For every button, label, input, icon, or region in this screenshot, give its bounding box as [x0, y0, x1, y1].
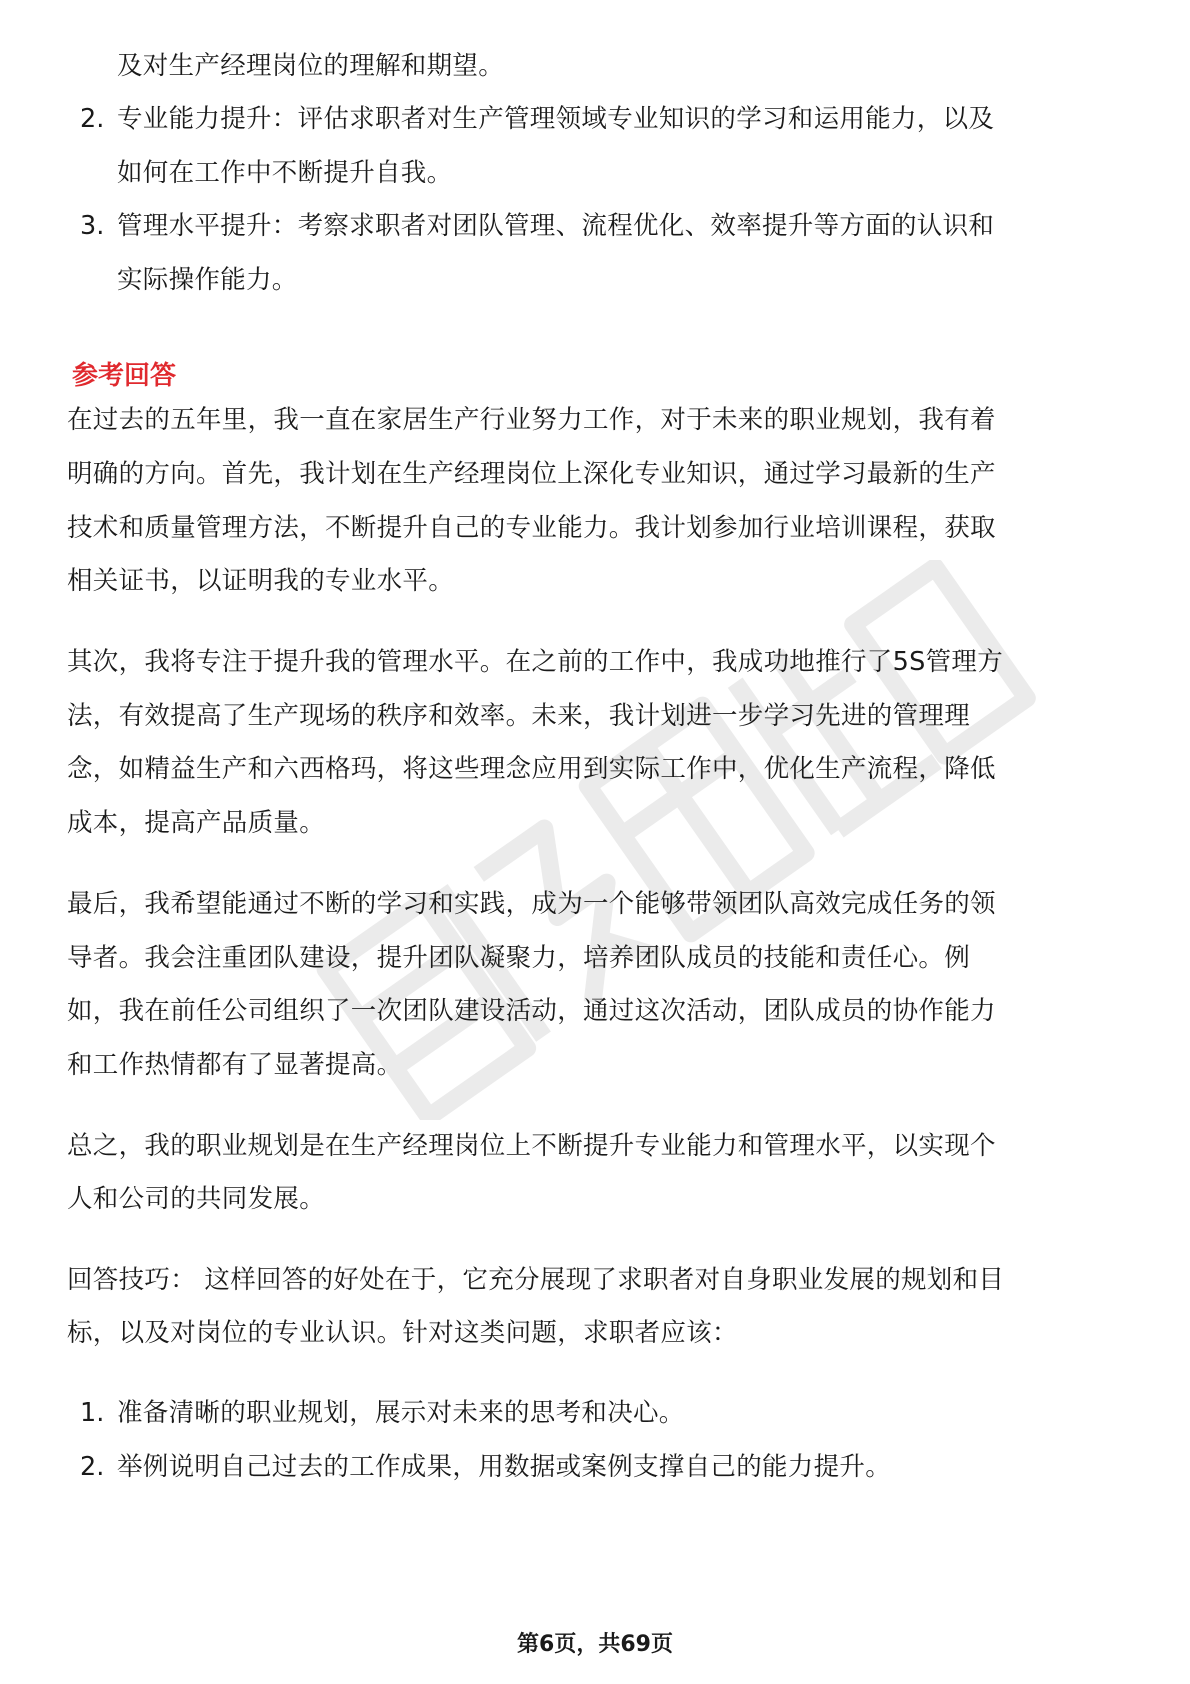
paragraph-line: 如，我在前任公司组织了一次团队建设活动，通过这次活动，团队成员的协作能力 [67, 996, 996, 1026]
list-item-number: 2. [80, 1452, 105, 1482]
paragraph-line: 念，如精益生产和六西格玛，将这些理念应用到实际工作中，优化生产流程，降低 [67, 754, 996, 784]
list-item-line: 如何在工作中不断提升自我。 [117, 158, 453, 188]
paragraph-line: 最后，我希望能通过不断的学习和实践，成为一个能够带领团队高效完成任务的领 [67, 889, 996, 919]
list-item-line: 准备清晰的职业规划，展示对未来的思考和决心。 [117, 1398, 685, 1428]
list-item-number: 2. [80, 104, 105, 134]
paragraph-line: 明确的方向。首先，我计划在生产经理岗位上深化专业知识，通过学习最新的生产 [67, 459, 996, 489]
paragraph-line: 相关证书，以证明我的专业水平。 [67, 566, 455, 596]
list-item-line: 实际操作能力。 [117, 265, 298, 295]
section-heading: 参考回答 [72, 361, 177, 391]
paragraph-line: 回答技巧： 这样回答的好处在于，它充分展现了求职者对自身职业发展的规划和目 [67, 1265, 1005, 1295]
page-number: 第6页，共69页 [517, 1632, 673, 1657]
paragraph-line: 和工作热情都有了显著提高。 [67, 1050, 403, 1080]
paragraph-line: 标，以及对岗位的专业认识。针对这类问题，求职者应该： [67, 1318, 738, 1348]
list-item-continuation: 及对生产经理岗位的理解和期望。 [117, 51, 505, 81]
paragraph-line: 法，有效提高了生产现场的秩序和效率。未来，我计划进一步学习先进的管理理 [67, 701, 971, 731]
paragraph-line: 人和公司的共同发展。 [67, 1184, 326, 1214]
paragraph-line: 导者。我会注重团队建设，提升团队凝聚力，培养团队成员的技能和责任心。例 [67, 943, 971, 973]
list-item-line: 管理水平提升：考察求职者对团队管理、流程优化、效率提升等方面的认识和 [117, 211, 995, 241]
paragraph-line: 在过去的五年里，我一直在家居生产行业努力工作，对于未来的职业规划，我有着 [67, 405, 996, 435]
paragraph-line: 技术和质量管理方法，不断提升自己的专业能力。我计划参加行业培训课程，获取 [67, 513, 996, 543]
paragraph-line: 总之，我的职业规划是在生产经理岗位上不断提升专业能力和管理水平，以实现个 [67, 1131, 996, 1161]
list-item-number: 3. [80, 211, 105, 241]
list-item-line: 专业能力提升：评估求职者对生产管理领域专业知识的学习和运用能力，以及 [117, 104, 995, 134]
paragraph-line: 其次，我将专注于提升我的管理水平。在之前的工作中，我成功地推行了5S管理方 [67, 647, 1004, 677]
list-item-number: 1. [80, 1398, 105, 1428]
paragraph-line: 成本，提高产品质量。 [67, 808, 326, 838]
list-item-line: 举例说明自己过去的工作成果，用数据或案例支撑自己的能力提升。 [117, 1452, 892, 1482]
